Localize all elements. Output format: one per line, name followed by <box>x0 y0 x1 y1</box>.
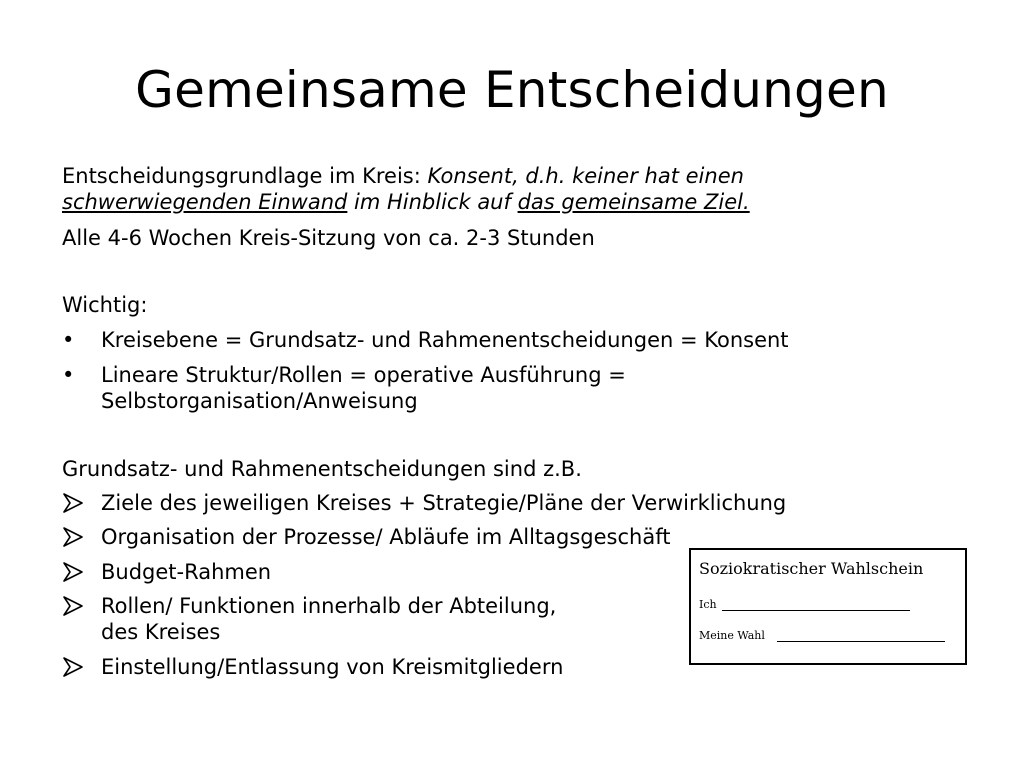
intro-hinblick-text: im Hinblick auf <box>347 190 518 214</box>
arrow-bullet-icon <box>62 492 84 514</box>
bullet-dot-icon: • <box>62 363 75 387</box>
examples-item-4-cont: des Kreises <box>101 620 221 644</box>
ballot-line-ich <box>722 610 910 611</box>
examples-item-2: Organisation der Prozesse/ Abläufe im Alltagsgeschäft <box>101 525 671 549</box>
examples-item-5: Einstellung/Entlassung von Kreismitgliedern <box>101 655 564 679</box>
intro-line-1 <box>62 163 744 189</box>
intro-ziel-text: das gemeinsame Ziel. <box>517 190 750 214</box>
wichtig-item-2-cont: Selbstorganisation/Anweisung <box>101 389 418 413</box>
examples-item-3: Budget-Rahmen <box>101 560 272 584</box>
wichtig-item-2: Lineare Struktur/Rollen = operative Ausführung = <box>101 363 626 387</box>
examples-heading: Grundsatz- und Rahmenentscheidungen sind z.B. <box>62 457 582 481</box>
ballot-card <box>689 548 967 665</box>
intro-line-3: Alle 4-6 Wochen Kreis-Sitzung von ca. 2-3 Stunden <box>62 226 595 250</box>
examples-item-1: Ziele des jeweiligen Kreises + Strategie/Pläne der Verwirklichung <box>101 491 787 515</box>
wichtig-heading: Wichtig: <box>62 293 148 317</box>
slide-title: Gemeinsame Entscheidungen <box>135 61 889 119</box>
intro-einwand-text: schwerwiegenden Einwand <box>62 190 348 214</box>
ballot-field-ich: Ich <box>699 598 717 611</box>
wichtig-item-1: Kreisebene = Grundsatz- und Rahmenentscheidungen = Konsent <box>101 328 789 352</box>
intro-konsent-definition: Konsent, d.h. keiner hat einen <box>427 164 744 188</box>
arrow-bullet-icon <box>62 526 84 548</box>
ballot-title: Soziokratischer Wahlschein <box>699 559 924 578</box>
ballot-line-wahl <box>777 641 945 642</box>
arrow-bullet-icon <box>62 561 84 583</box>
intro-line-2 <box>62 189 750 215</box>
bullet-dot-icon: • <box>62 328 75 352</box>
arrow-bullet-icon <box>62 656 84 678</box>
examples-item-4: Rollen/ Funktionen innerhalb der Abteilung, <box>101 594 557 618</box>
arrow-bullet-icon <box>62 595 84 617</box>
intro-basis-label: Entscheidungsgrundlage im Kreis: <box>62 164 428 188</box>
ballot-field-wahl: Meine Wahl <box>699 629 765 642</box>
